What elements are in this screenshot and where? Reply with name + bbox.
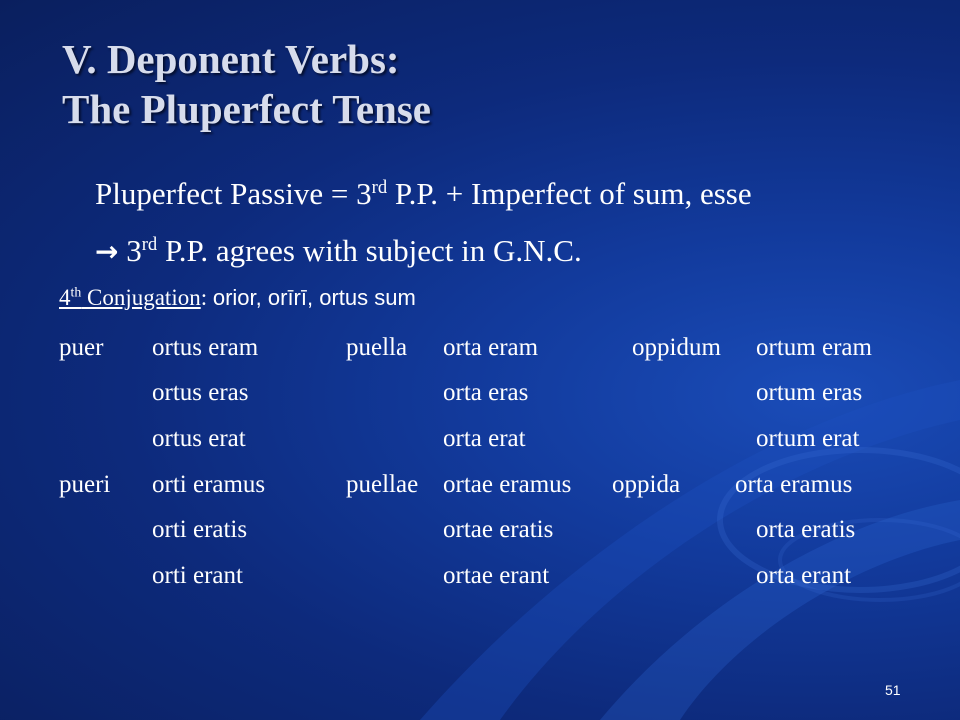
masculine-form: orti erant [152,562,243,589]
neuter-form: ortum eram [756,334,872,361]
rule-agreement-text-b: P.P. agrees with subject in G.N.C. [157,233,582,268]
subject-fem-plural: puellae [346,471,419,498]
feminine-form: ortae eratis [443,516,554,543]
rule-formation-superscript: rd [371,176,388,198]
slide-title-line-1: V. Deponent Verbs: [62,36,400,82]
rule-formation-text-b: P.P. + Imperfect of sum, esse [387,176,752,211]
conjugation-colon: : [200,285,208,310]
slide-title-line-2: The Pluperfect Tense [62,86,431,132]
subject-neut-singular: oppidum [632,334,721,361]
masculine-form: ortus eram [152,334,259,361]
masculine-form: ortus eras [152,379,249,406]
neuter-form: ortum erat [756,425,860,452]
principal-parts: orior, orīrī, ortus sum [212,285,416,310]
rule-formation-text-a: Pluperfect Passive = 3 [95,176,372,211]
conjugation-superscript: th [70,284,82,300]
rule-agreement-text-a: 3 [126,233,142,268]
subject-neut-plural: oppida [612,471,681,498]
feminine-form: orta eras [443,379,529,406]
masculine-form: orti eramus [152,471,266,498]
feminine-form: orta eram [443,334,539,361]
conjugation-heading [59,285,416,311]
conjugation-number: 4 [59,285,71,310]
neuter-form: orta erant [756,562,852,589]
rule-agreement-superscript: rd [141,233,158,255]
neuter-form: ortum eras [756,379,863,406]
page-number: 51 [885,682,901,698]
masculine-form: orti eratis [152,516,248,543]
neuter-form: orta eramus [735,471,853,498]
feminine-form: ortae eramus [443,471,572,498]
slide-title [62,34,431,134]
subject-fem-singular: puella [346,334,408,361]
feminine-form: orta erat [443,425,526,452]
neuter-form: orta eratis [756,516,856,543]
rule-formation-line [95,176,752,212]
rule-agreement-line [95,233,582,269]
conjugation-label [59,285,201,310]
feminine-form: ortae erant [443,562,550,589]
subject-masc-plural: pueri [59,471,111,498]
right-arrow-icon: → [95,235,119,268]
subject-masc-singular: puer [59,334,104,361]
masculine-form: ortus erat [152,425,246,452]
conjugation-label-text: Conjugation [81,285,201,310]
